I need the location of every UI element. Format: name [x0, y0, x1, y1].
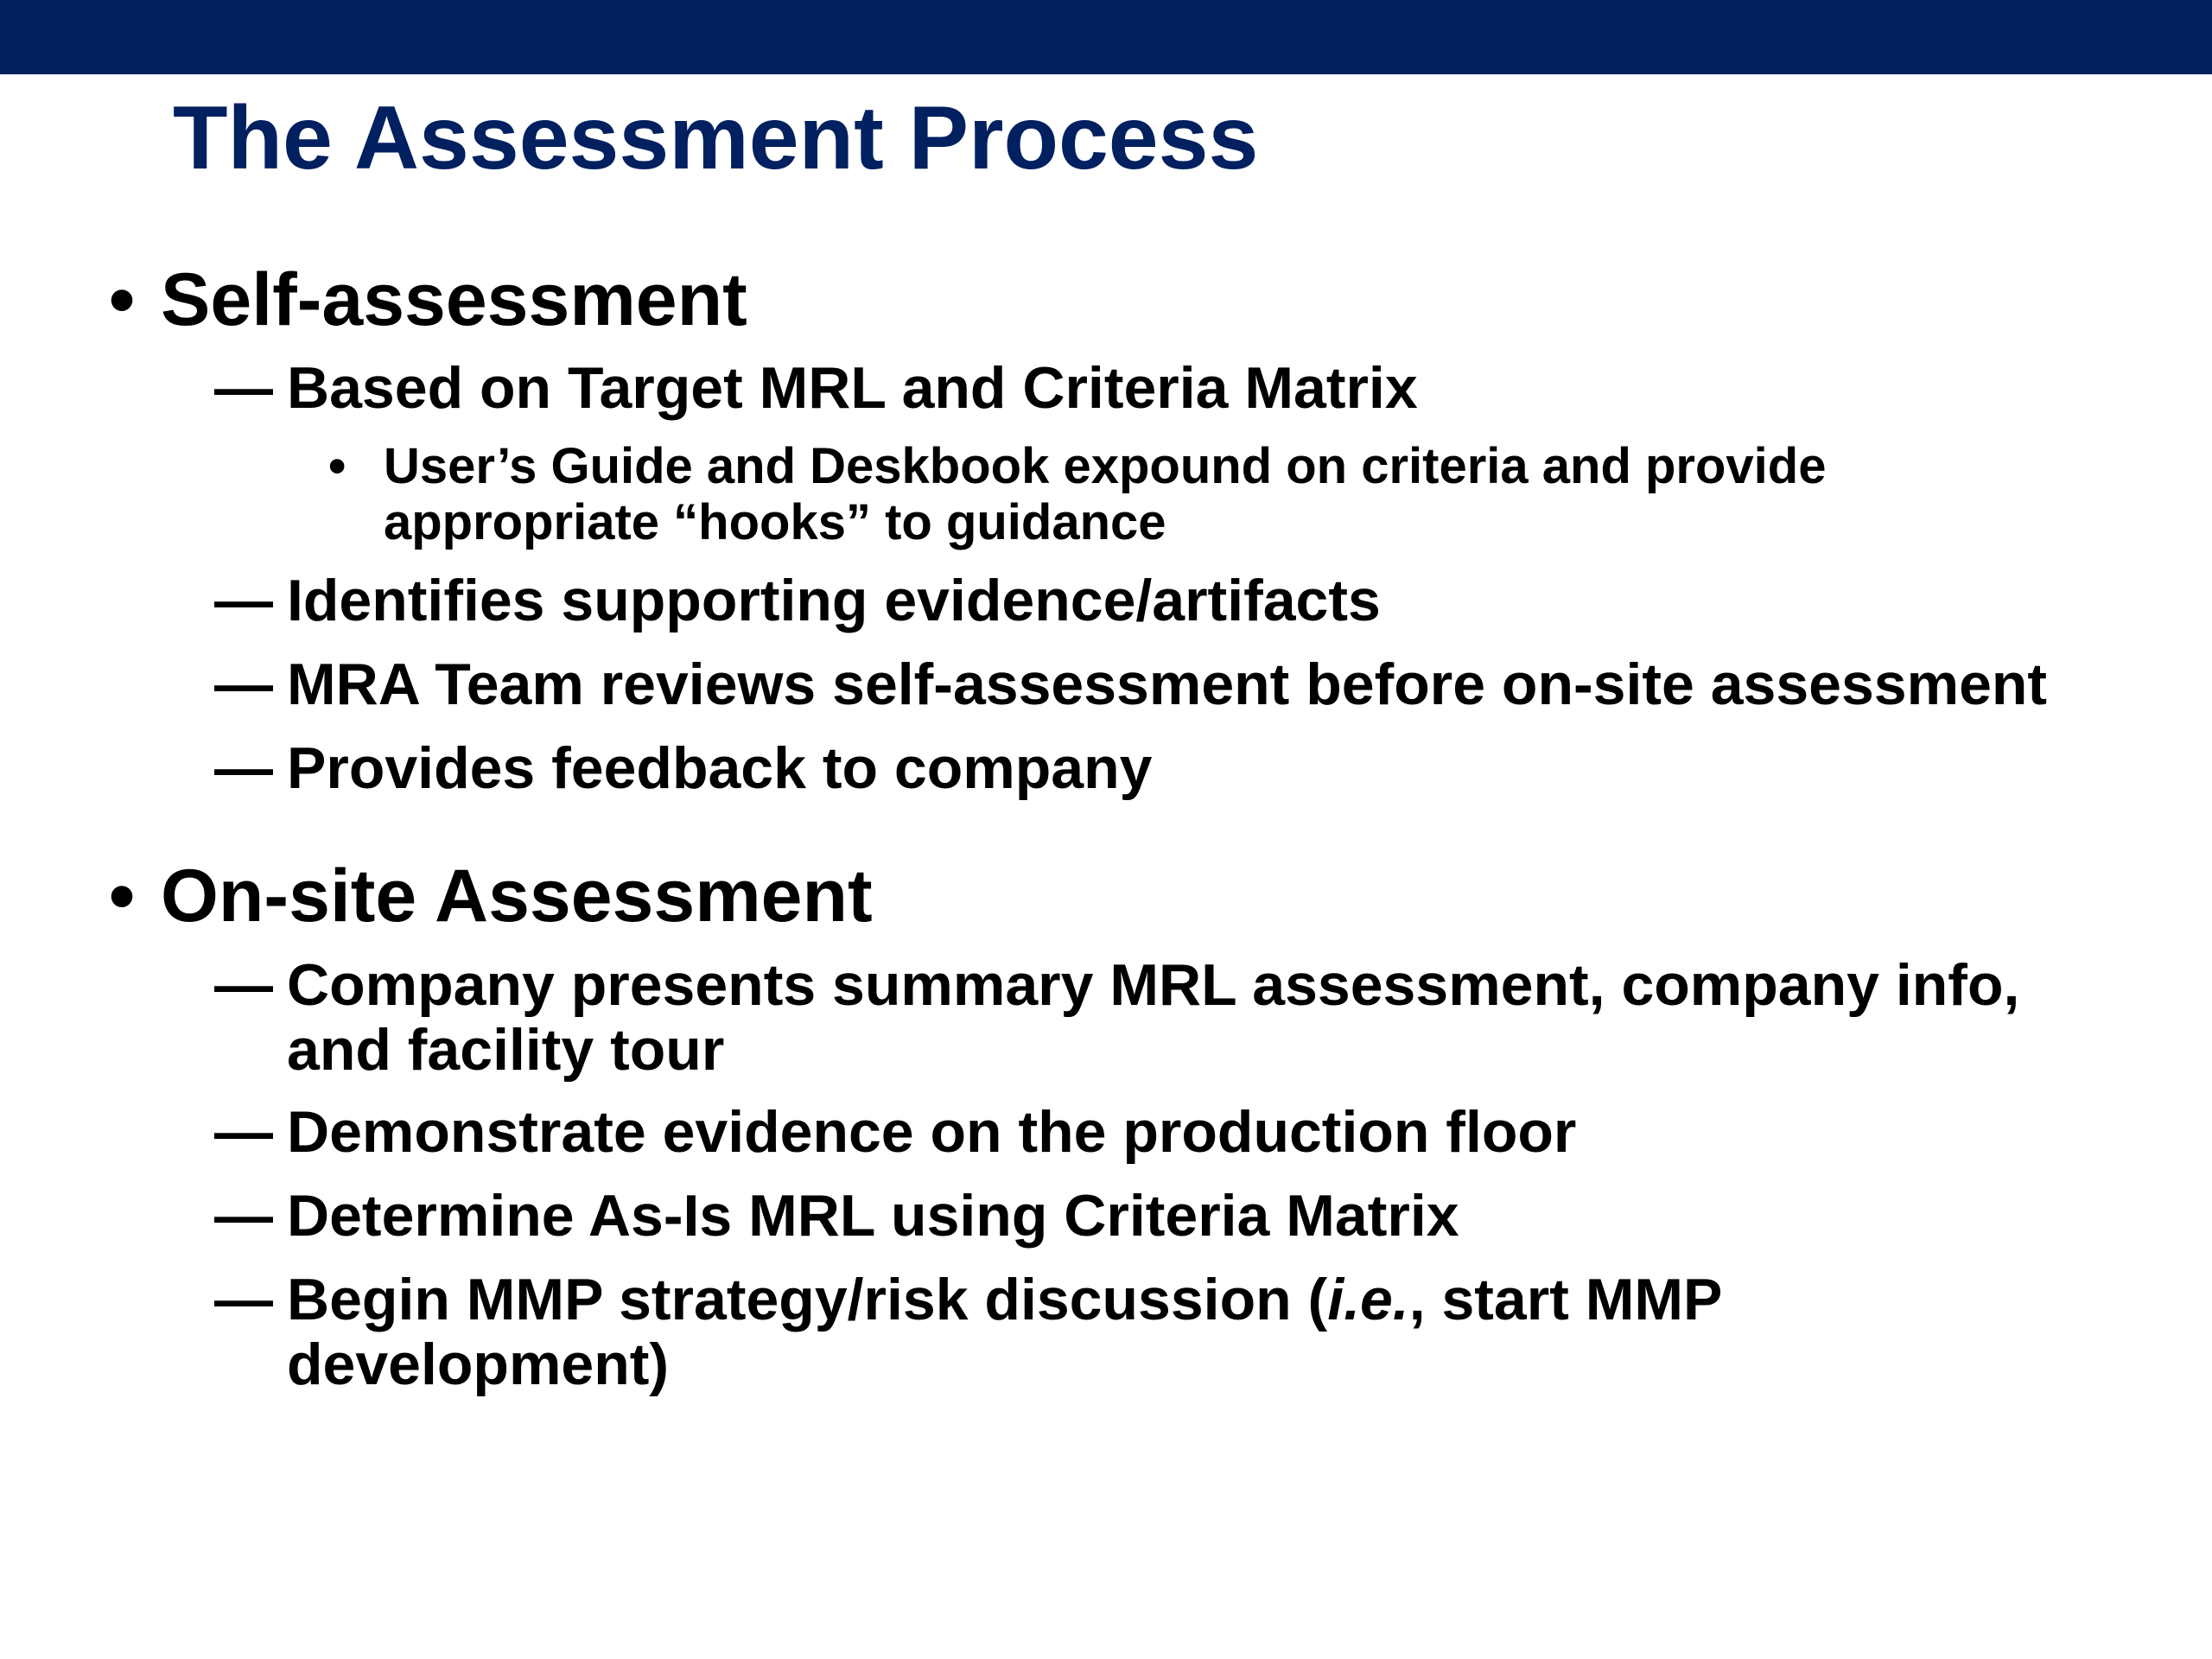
slide-title: The Assessment Process [173, 88, 1259, 188]
list-item-text: Company presents summary MRL assessment, company info, and facility tour [287, 952, 2020, 1083]
list-item [214, 356, 2115, 421]
section-heading-text: Self-assessment [161, 258, 747, 341]
bullet-icon: • [109, 258, 136, 341]
section-heading-on-site-assessment [109, 855, 873, 938]
sub-list-item-text: User’s Guide and Deskbook expound on criteria and provide appropriate “hooks” to guidance [384, 438, 1827, 550]
list-item-text: Identifies supporting evidence/artifacts [287, 568, 1381, 633]
dash-icon: — [214, 735, 273, 801]
list-item-text: MRA Team reviews self-assessment before on-site assessment [287, 652, 2048, 717]
list-item-text-start: Begin MMP strategy/risk discussion ( [287, 1267, 1328, 1332]
dash-icon: — [214, 355, 273, 421]
list-item-text: Demonstrate evidence on the production floor [287, 1099, 1577, 1165]
dash-icon: — [214, 1183, 273, 1249]
section-heading-text: On-site Assessment [161, 855, 873, 938]
list-item-text: Based on Target MRL and Criteria Matrix [287, 355, 1418, 421]
dash-icon: — [214, 952, 273, 1018]
sub-list-item [328, 439, 2013, 551]
section-heading-self-assessment [109, 259, 747, 341]
list-item [214, 1268, 1942, 1397]
list-item-text [287, 1268, 1942, 1397]
list-item [214, 569, 2115, 633]
bullet-icon: • [328, 438, 346, 494]
dash-icon: — [214, 652, 273, 717]
dash-icon: — [214, 1267, 273, 1332]
list-item [214, 736, 2115, 801]
list-item-text: Provides feedback to company [287, 735, 1153, 801]
dash-icon: — [214, 568, 273, 633]
list-item [214, 1184, 2115, 1249]
list-item [214, 953, 2115, 1083]
list-item [214, 652, 2115, 717]
list-item-text-italic: i.e. [1327, 1267, 1409, 1332]
bullet-icon: • [109, 855, 136, 938]
dash-icon: — [214, 1099, 273, 1165]
list-item-text-end: , start MMP development) [287, 1267, 1722, 1397]
list-item [214, 1100, 2115, 1165]
list-item-text: Determine As-Is MRL using Criteria Matrix [287, 1183, 1459, 1249]
